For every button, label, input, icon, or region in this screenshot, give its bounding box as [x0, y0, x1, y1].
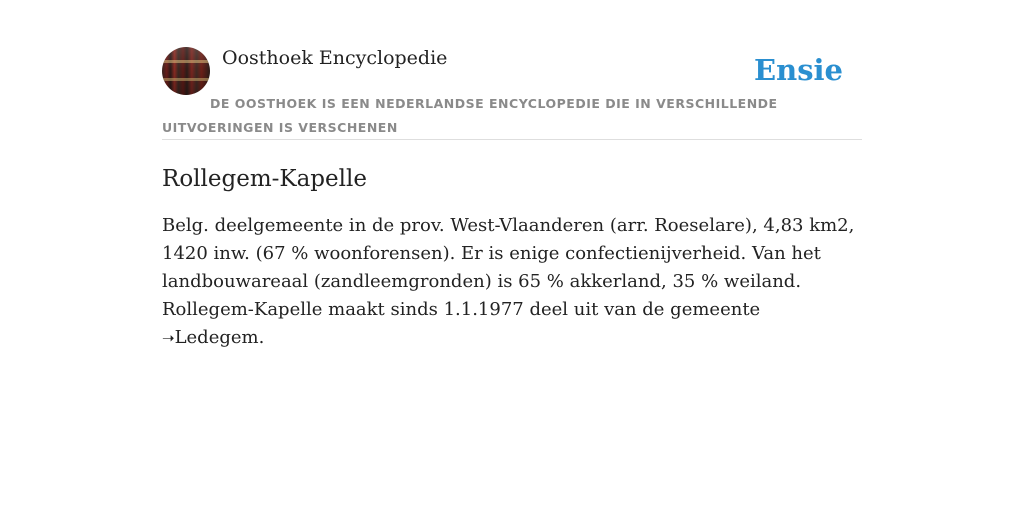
- entry-body: [162, 212, 862, 352]
- cross-reference-arrow-icon: ➝: [162, 329, 175, 347]
- ensie-logo-link[interactable]: Ensie: [754, 53, 843, 87]
- encyclopedia-avatar[interactable]: [162, 47, 210, 95]
- avatar-shading: [162, 47, 210, 95]
- site-tagline: DE OOSTHOEK IS EEN NEDERLANDSE ENCYCLOPEDIE DIE IN VERSCHILLENDE UITVOERINGEN IS VERSCHENEN: [162, 96, 778, 135]
- entry-title: Rollegem-Kapelle: [162, 166, 367, 192]
- site-header: [162, 46, 862, 140]
- cross-reference-link-ledegem[interactable]: Ledegem: [174, 327, 259, 348]
- entry-body-text: Belg. deelgemeente in de prov. West-Vlaanderen (arr. Roeselare), 4,83 km2, 1420 inw. (67 % woonforensen). Er is enige confectienijverheid. Van het landbouwareaal (zandleemgronden) is 65 % akkerland, 35 % weiland. Rollegem-Kapelle maakt sinds 1.1.1977 deel uit van de gemeente: [162, 215, 855, 320]
- site-title[interactable]: Oosthoek Encyclopedie: [222, 47, 448, 69]
- page-container: [162, 0, 862, 352]
- entry-body-trailing: .: [258, 327, 265, 348]
